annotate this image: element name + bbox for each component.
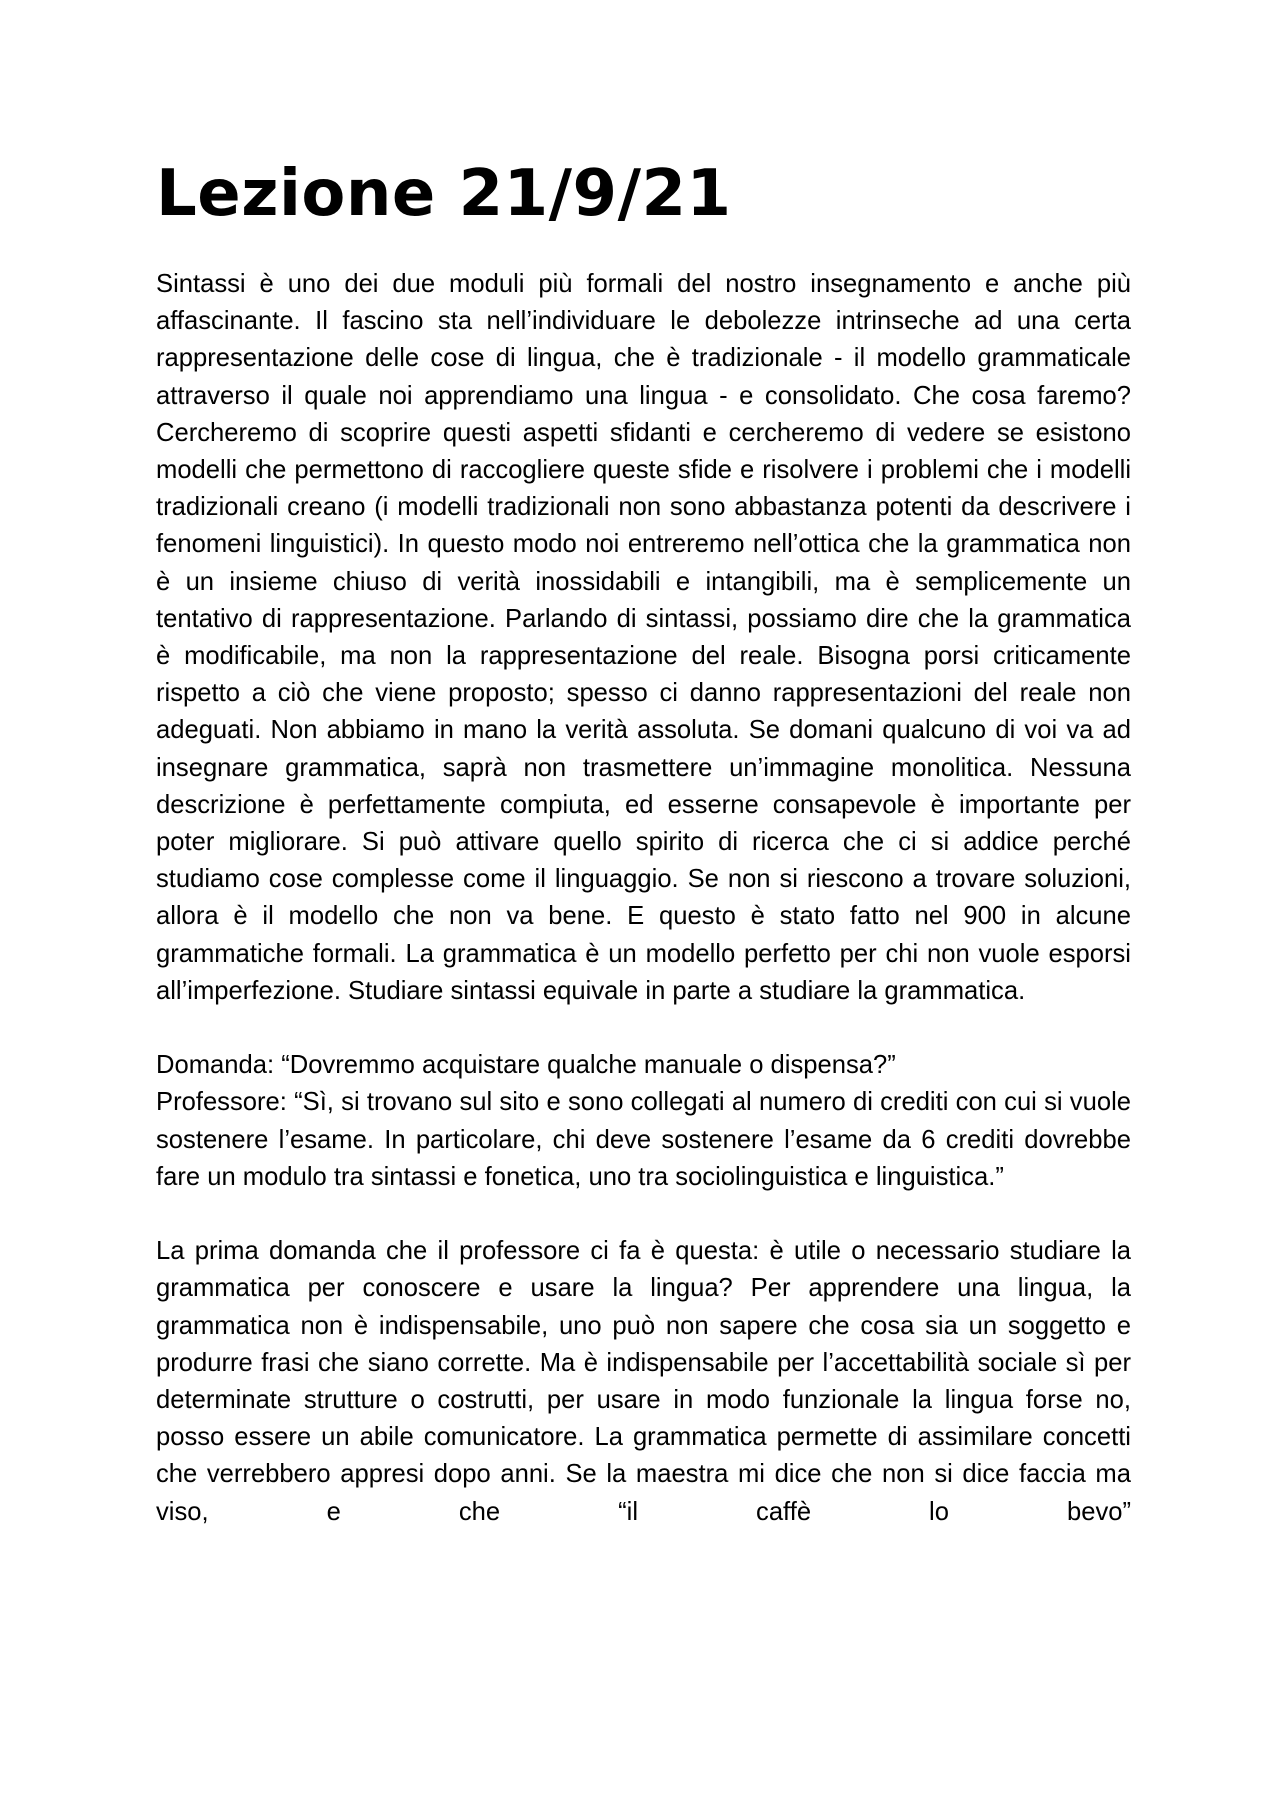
paragraph-question: Domanda: “Dovremmo acquistare qualche manuale o dispensa?” [156, 1051, 896, 1080]
paragraph-intro: Sintassi è uno dei due moduli più formali del nostro insegnamento e anche più affascinante. Il fascino sta nell’individuare le debolezze intrinseche ad una certa rappresentazione delle cose di lingua, che è tradizionale - il modello grammaticale attraverso il quale noi apprendiamo una lingua - e consolidato. Che cosa faremo? Cercheremo di scoprire questi aspetti sfidanti e cercheremo di vedere se esistono modelli che permettono di raccogliere queste sfide e risolvere i problemi che i modelli tradizionali creano (i modelli tradizionali non sono abbastanza potenti da descrivere i fenomeni linguistici). In questo modo noi entreremo nell’ottica che la grammatica non è un insieme chiuso di verità inossidabili e intangibili, ma è semplicemente un tentativo di rappresentazione. Parlando di sintassi, possiamo dire che la grammatica è modificabile, ma non la rappresentazione del reale. Bisogna porsi criticamente rispetto a ciò che viene proposto; spesso ci danno rappresentazioni del reale non adeguati. Non abbiamo in mano la verità assoluta. Se domani qualcuno di voi va ad insegnare grammatica, saprà non trasmettere un’immagine monolitica. Nessuna descrizione è perfettamente compiuta, ed esserne consapevole è importante per poter migliorare. Si può attivare quello spirito di ricerca che ci si addice perché studiamo cose complesse come il linguaggio. Se non si riescono a trovare soluzioni, allora è il modello che non va bene. E questo è stato fatto nel 900 in alcune grammatiche formali. La grammatica è un modello perfetto per chi non vuole esporsi all’imperfezione. Studiare sintassi equivale in parte a studiare la grammatica. [156, 270, 1131, 1005]
paragraph-grammar-question: La prima domanda che il professore ci fa è questa: è utile o necessario studiare la grammatica per conoscere e usare la lingua? Per apprendere una lingua, la grammatica non è indispensabile, uno può non sapere che cosa sia un soggetto e produrre frasi che siano corrette. Ma è indispensabile per l’accettabilità sociale sì per determinate strutture o costrutti, per usare in modo funzionale la lingua forse no, posso essere un abile comunicatore. La grammatica permette di assimilare concetti che verrebbero appresi dopo anni. Se la maestra mi dice che non si dice faccia ma viso, e che “il caffè lo bevo” [156, 1237, 1131, 1526]
document-page [156, 150, 1131, 1568]
page-title: Lezione 21/9/21 [156, 157, 732, 231]
paragraph-answer: Professore: “Sì, si trovano sul sito e sono collegati al numero di crediti con cui si vuole sostenere l’esame. In particolare, chi deve sostenere l’esame da 6 crediti dovrebbe fare un modulo tra sintassi e fonetica, uno tra sociolinguistica e linguistica.” [156, 1088, 1131, 1191]
